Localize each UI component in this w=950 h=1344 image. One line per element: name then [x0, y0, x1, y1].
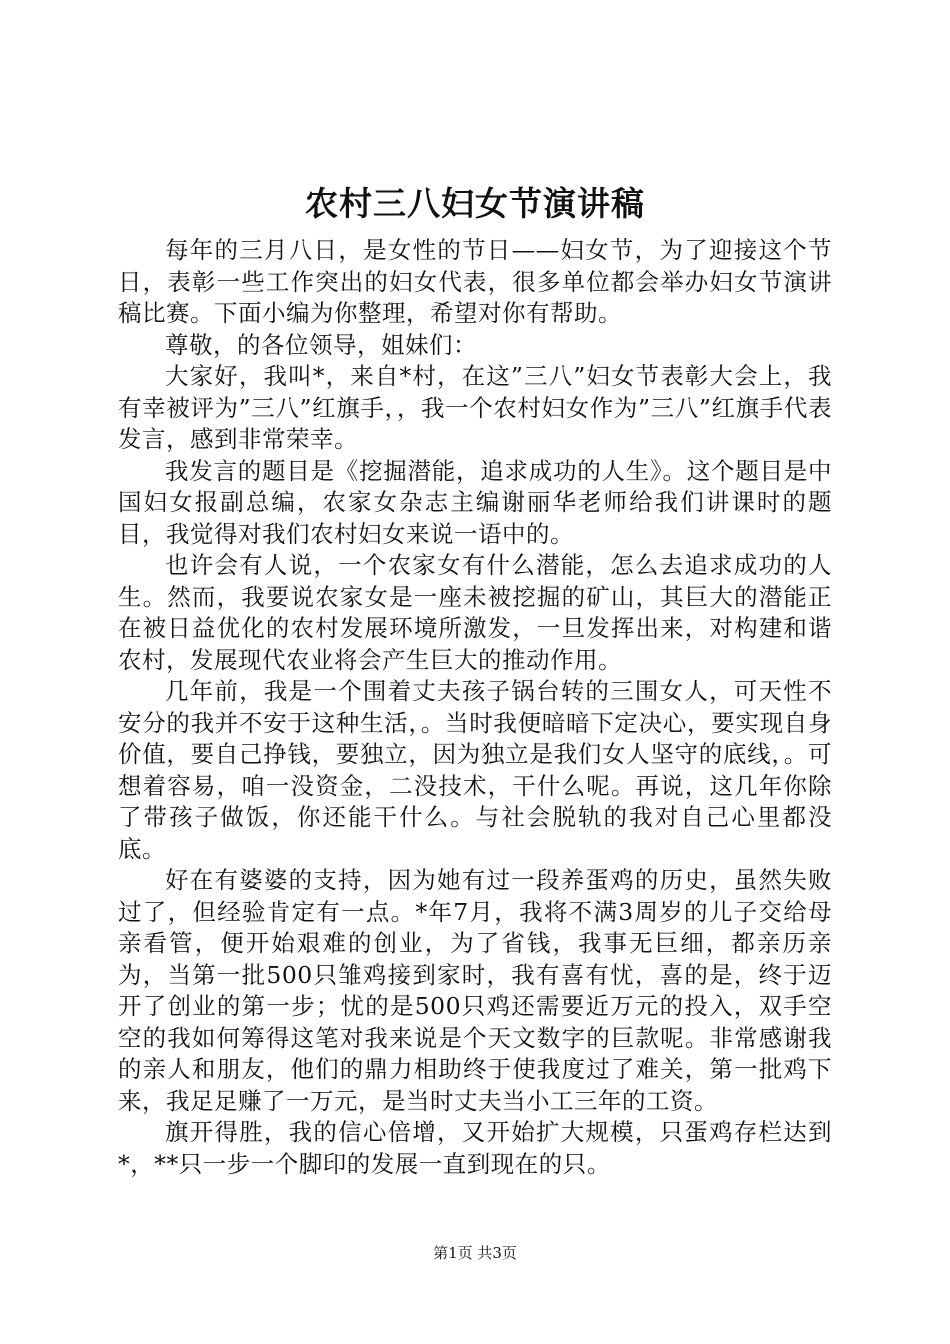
paragraph-greeting: 大家好，我叫*，来自*村，在这”三八”妇女节表彰大会上，我有幸被评为”三八”红旗手，，我一个农村妇女作为”三八”红旗手代表发言，感到非常荣幸。	[118, 362, 832, 453]
paragraph-startup: 好在有婆婆的支持，因为她有过一段养蛋鸡的历史，虽然失败过了，但经验肯定有一点。*年7月，我将不满3周岁的儿子交给母亲看管，便开始艰难的创业，为了省钱，我事无巨细，都亲历亲为，当第一批500只雏鸡接到家时，我有喜有忧，喜的是，终于迈开了创业的第一步；忧的是500只鸡还需要近万元的投入，双手空空的我如何筹得这笔对我来说是个天文数字的巨款呢。非常感谢我的亲人和朋友，他们的鼎力相助终于使我度过了难关，第一批鸡下来，我足足赚了一万元，是当时丈夫当小工三年的工资。	[118, 866, 832, 1115]
paragraph-topic: 我发言的题目是《挖掘潜能，追求成功的人生》。这个题目是中国妇女报副总编，农家女杂志主编谢丽华老师给我们讲课时的题目，我觉得对我们农村妇女来说一语中的。	[118, 456, 832, 548]
paragraph-salutation: 尊敬，的各位领导，姐妹们：	[165, 330, 477, 359]
document-body	[118, 235, 832, 1180]
document-title: 农村三八妇女节演讲稿	[305, 184, 645, 223]
paragraph-intro: 每年的三月八日，是女性的节日——妇女节，为了迎接这个节日，表彰一些工作突出的妇女代表，很多单位都会举办妇女节演讲稿比赛。下面小编为你整理，希望对你有帮助。	[118, 236, 832, 327]
paragraph-potential: 也许会有人说，一个农家女有什么潜能，怎么去追求成功的人生。然而，我要说农家女是一座未被挖掘的矿山，其巨大的潜能正在被日益优化的农村发展环境所激发，一旦发挥出来，对构建和谐农村，发展现代农业将会产生巨大的推动作用。	[118, 551, 832, 674]
paragraph-expansion: 旗开得胜，我的信心倍增，又开始扩大规模，只蛋鸡存栏达到*，**只一步一个脚印的发展一直到现在的只。	[118, 1118, 832, 1178]
paragraph-years-ago: 几年前，我是一个围着丈夫孩子锅台转的三围女人，可天性不安分的我并不安于这种生活，。当时我便暗暗下定决心，要实现自身价值，要自己挣钱，要独立，因为独立是我们女人坚守的底线，。可想着容易，咱一没资金，二没技术，干什么呢。再说，这几年你除了带孩子做饭，你还能干什么。与社会脱轨的我对自己心里都没底。	[118, 677, 832, 863]
page-number-footer: 第1页 共3页	[433, 1244, 517, 1262]
